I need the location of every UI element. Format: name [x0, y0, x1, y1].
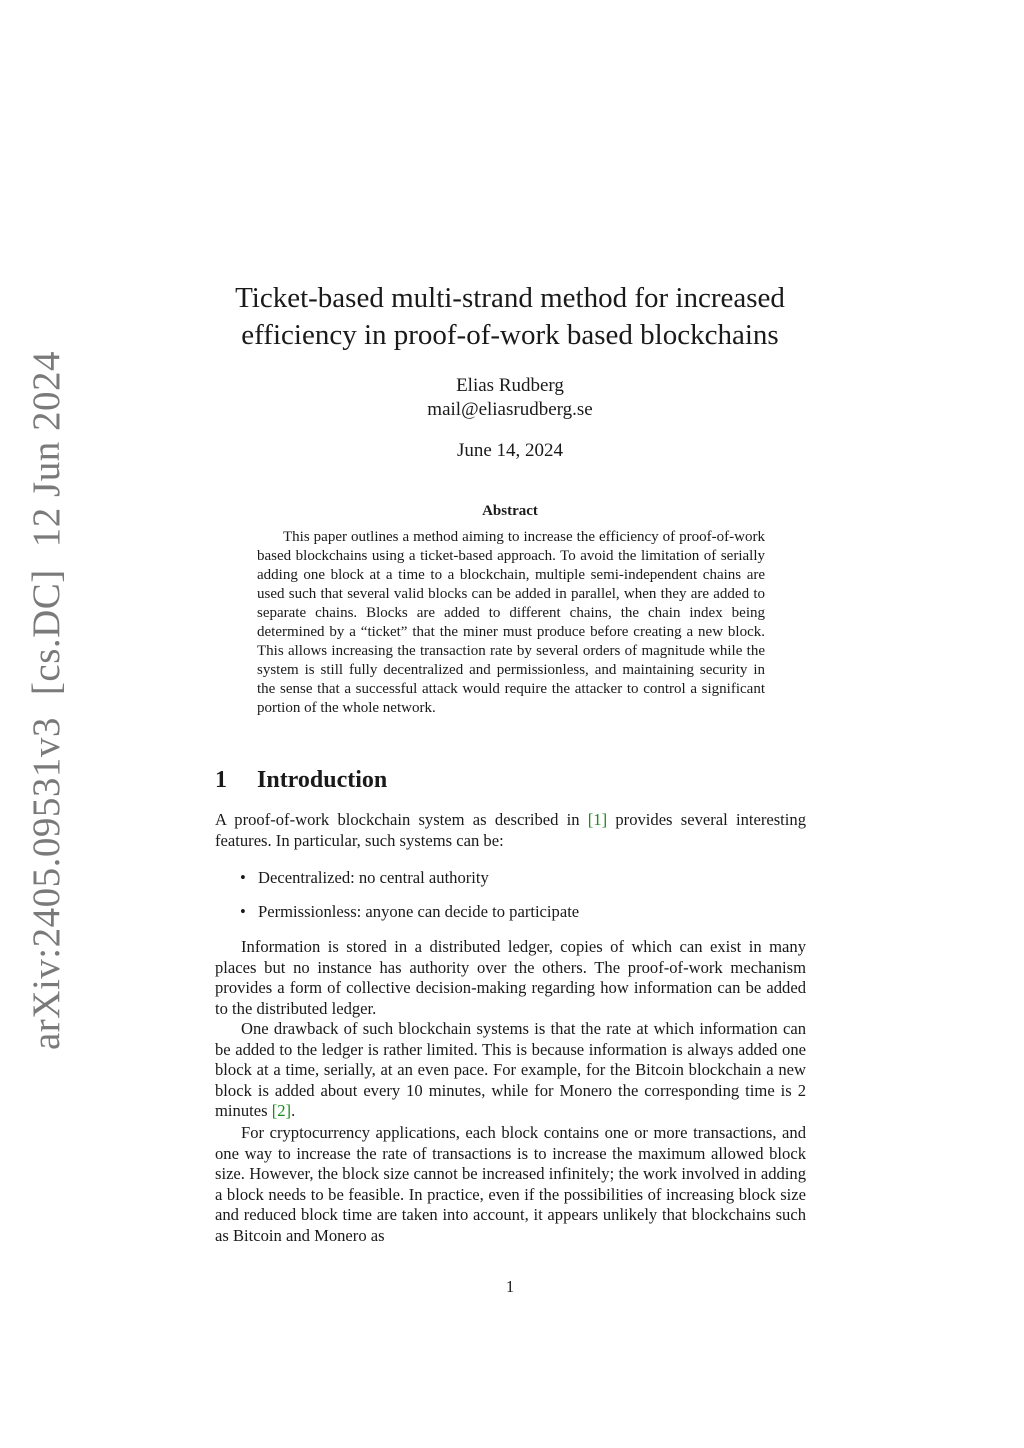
intro-para3-text-a: One drawback of such blockchain systems is that the rate at which information can be added to the ledger is rather limited. This is because information is always added one block at a time, serially, at an even pace. For example, for the Bitcoin blockchain a new block is added about every 10 minutes, while for Monero the corresponding time is 2 minutes [215, 1019, 806, 1121]
bullet-icon: • [240, 868, 246, 887]
arxiv-category: [cs.DC] [25, 569, 68, 696]
intro-para1-text-b: provides several interesting features. In particular, such systems can be: [215, 810, 806, 850]
section-title: Introduction [257, 767, 388, 793]
intro-para1-text-a: A proof-of-work blockchain system as described in [215, 810, 588, 829]
intro-para3-text-b: . [291, 1101, 296, 1121]
feature-list [215, 866, 806, 934]
abstract-heading: Abstract [482, 503, 538, 519]
intro-paragraph-2: Information is stored in a distributed ledger, copies of which can exist in many places but no instance has authority over the others. The proof-of-work mechanism provides a form of collective decision-making regarding how information can be added to the distributed ledger. [215, 937, 806, 1018]
paper-title [180, 280, 840, 354]
author-name: Elias Rudberg [456, 375, 564, 396]
intro-paragraph-1 [215, 810, 806, 851]
intro-paragraph-3 [215, 1019, 806, 1122]
author-email: mail@eliasrudberg.se [427, 399, 593, 420]
arxiv-date: 12 Jun 2024 [25, 351, 68, 548]
list-item-text: Decentralized: no central authority [258, 868, 489, 887]
arxiv-id: arXiv:2405.09531v3 [25, 717, 68, 1050]
author-block [180, 374, 840, 422]
citation-link-2[interactable]: [2] [271, 1101, 292, 1121]
section-heading-introduction [215, 764, 387, 796]
page-number: 1 [505, 1277, 515, 1296]
title-line-1: Ticket-based multi-strand method for increased [235, 282, 785, 314]
list-item [215, 866, 806, 900]
abstract-text: This paper outlines a method aiming to increase the efficiency of proof-of-work based blockchains using a ticket-based approach. To avoid the limitation of serially adding one block at a time to a blockchain, multiple semi-independent chains are used such that several valid blocks can be added in parallel, when they are added to separate chains. Blocks are added to different chains, the chain index being determined by a “ticket” that the miner must produce before creating a new block. This allows increasing the transaction rate by several orders of magnitude while the system is still fully decentralized and permissionless, and maintaining security in the sense that a successful attack would require the attacker to control a significant portion of the whole network. [257, 529, 765, 716]
arxiv-identifier-stamp [22, 351, 72, 1050]
bullet-icon: • [240, 902, 246, 921]
list-item [215, 900, 806, 934]
paper-date: June 14, 2024 [456, 440, 564, 461]
citation-link-1[interactable]: [1] [587, 810, 608, 829]
list-item-text: Permissionless: anyone can decide to participate [258, 902, 580, 921]
title-line-2: efficiency in proof-of-work based blockchains [241, 319, 779, 351]
section-number: 1 [215, 767, 227, 793]
intro-paragraph-4: For cryptocurrency applications, each block contains one or more transactions, and one way to increase the rate of transactions is to increase the maximum allowed block size. However, the block size cannot be increased infinitely; the work involved in adding a block needs to be feasible. In practice, even if the possibilities of increasing block size and reduced block time are taken into account, it appears unlikely that blockchains such as Bitcoin and Monero as [215, 1123, 806, 1245]
